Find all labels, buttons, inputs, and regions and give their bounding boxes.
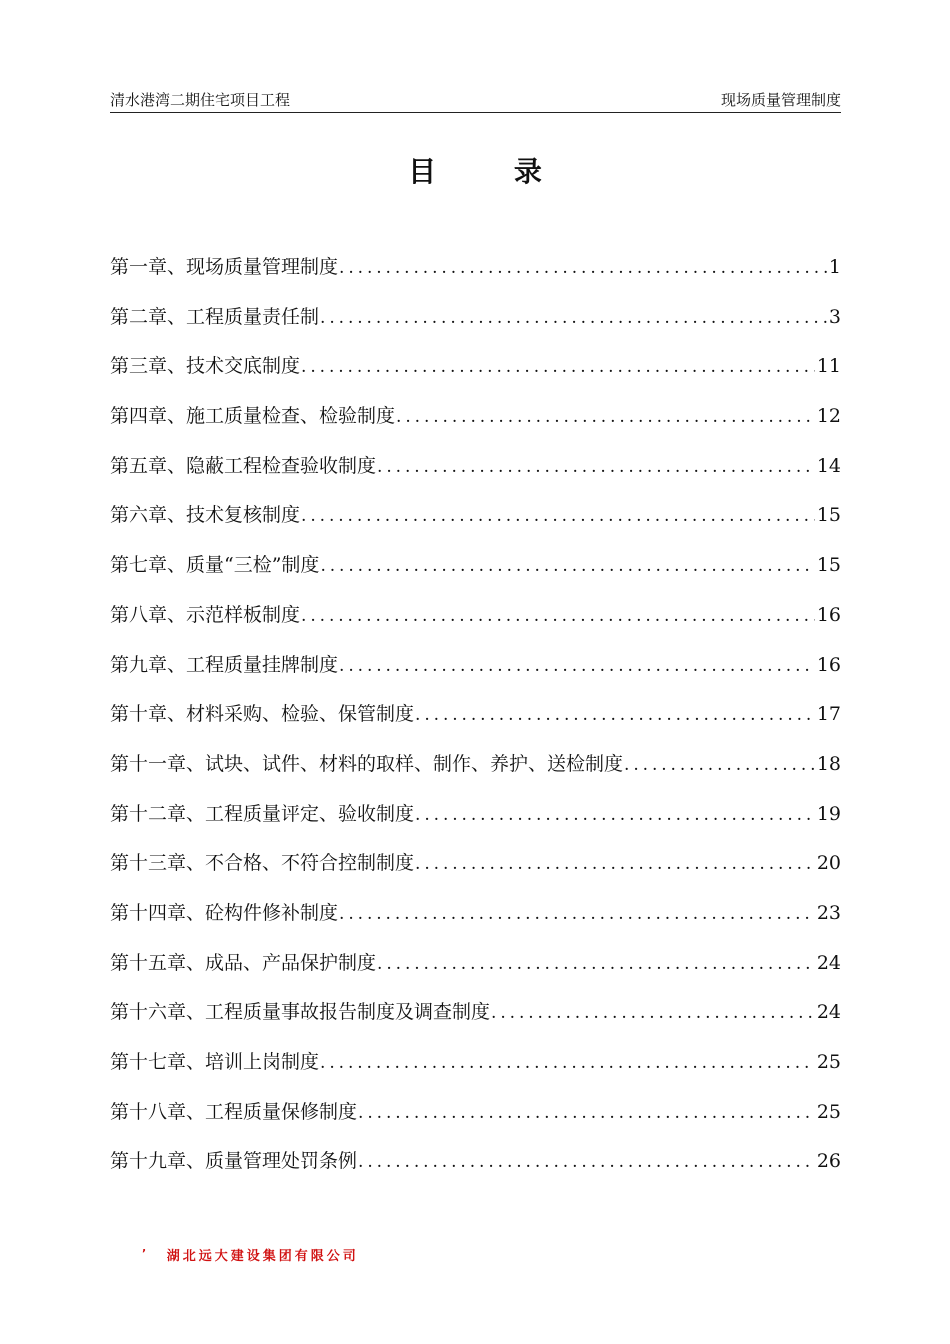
toc-entry-title: 第十四章、砼构件修补制度: [110, 901, 339, 924]
toc-entry[interactable]: [110, 1047, 841, 1097]
toc-entry-page-number: 1: [828, 256, 841, 278]
toc-entry-page-number: 23: [816, 901, 841, 924]
toc-entry[interactable]: [110, 1146, 841, 1196]
toc-entry-page-number: 12: [816, 405, 841, 428]
toc-dot-leader: [358, 1147, 815, 1177]
toc-entry[interactable]: [110, 1097, 841, 1147]
toc-entry-title: 第十八章、工程质量保修制度: [110, 1100, 358, 1123]
toc-entry[interactable]: [110, 997, 841, 1047]
toc-entry-page-number: 15: [816, 504, 841, 527]
toc-entry[interactable]: [110, 302, 841, 352]
toc-entry-page-number: 19: [816, 802, 841, 825]
toc-dot-leader: [377, 949, 815, 979]
toc-entry[interactable]: [110, 252, 841, 302]
toc-entry[interactable]: [110, 550, 841, 600]
toc-dot-leader: [491, 998, 815, 1028]
toc-dot-leader: [339, 253, 827, 283]
toc-entry-page-number: 3: [828, 305, 841, 328]
page-footer: [142, 1245, 359, 1264]
toc-dot-leader: [301, 352, 815, 382]
toc-dot-leader: [301, 601, 815, 631]
toc-dot-leader: [339, 651, 815, 681]
toc-entry[interactable]: [110, 799, 841, 849]
toc-entry[interactable]: [110, 401, 841, 451]
toc-dot-leader: [415, 849, 815, 879]
toc-entry-title: 第十九章、质量管理处罚条例: [110, 1150, 358, 1173]
toc-entry-title: 第十六章、工程质量事故报告制度及调查制度: [110, 1001, 491, 1024]
toc-dot-leader: [396, 402, 815, 432]
toc-dot-leader: [358, 1098, 815, 1128]
footer-company-name: 湖北远大建设集团有限公司: [166, 1249, 359, 1264]
toc-entry[interactable]: [110, 351, 841, 401]
toc-entry-title: 第十一章、试块、试件、材料的取样、制作、养护、送检制度: [110, 752, 624, 775]
header-document-name: 现场质量管理制度: [720, 91, 841, 109]
table-of-contents: [110, 252, 841, 1196]
footer-mark: ’: [142, 1247, 150, 1260]
toc-entry[interactable]: [110, 500, 841, 550]
toc-entry-title: 第十七章、培训上岗制度: [110, 1051, 320, 1073]
toc-dot-leader: [320, 1048, 815, 1078]
toc-entry-title: 第七章、质量“三检”制度: [110, 554, 320, 577]
toc-dot-leader: [339, 899, 815, 929]
toc-entry-title: 第五章、隐蔽工程检查验收制度: [110, 454, 377, 477]
toc-entry-page-number: 16: [816, 603, 841, 626]
toc-entry-page-number: 25: [816, 1100, 841, 1123]
toc-dot-leader: [320, 551, 814, 581]
toc-dot-leader: [415, 700, 815, 730]
toc-entry-page-number: 11: [816, 355, 841, 378]
toc-entry-title: 第一章、现场质量管理制度: [110, 256, 339, 278]
toc-entry-title: 第十三章、不合格、不符合控制制度: [110, 852, 415, 875]
toc-entry[interactable]: [110, 898, 841, 948]
toc-entry[interactable]: [110, 650, 841, 700]
toc-entry-title: 第三章、技术交底制度: [110, 355, 301, 378]
toc-entry-page-number: 16: [816, 653, 841, 676]
toc-entry-title: 第十二章、工程质量评定、验收制度: [110, 802, 415, 825]
toc-entry-title: 第十五章、成品、产品保护制度: [110, 951, 377, 974]
toc-dot-leader: [301, 501, 815, 531]
toc-entry-title: 第九章、工程质量挂牌制度: [110, 653, 339, 676]
toc-entry-title: 第八章、示范样板制度: [110, 603, 301, 626]
toc-entry[interactable]: [110, 600, 841, 650]
toc-entry[interactable]: [110, 948, 841, 998]
toc-entry-page-number: 14: [816, 454, 841, 477]
toc-entry[interactable]: [110, 451, 841, 501]
toc-entry-page-number: 15: [816, 554, 841, 577]
toc-entry-page-number: 26: [816, 1150, 841, 1173]
toc-dot-leader: [624, 750, 815, 780]
toc-entry-title: 第六章、技术复核制度: [110, 504, 301, 527]
page-title: 目 录: [408, 155, 576, 188]
toc-entry-title: 第十章、材料采购、检验、保管制度: [110, 703, 415, 726]
toc-dot-leader: [415, 800, 815, 830]
toc-entry-title: 第二章、工程质量责任制: [110, 305, 320, 328]
toc-entry-page-number: 17: [816, 703, 841, 726]
page-header: [110, 90, 841, 113]
toc-entry-page-number: 20: [816, 852, 841, 875]
toc-entry[interactable]: [110, 749, 841, 799]
header-project-name: 清水港湾二期住宅项目工程: [110, 91, 291, 109]
toc-entry-page-number: 24: [816, 1001, 841, 1024]
toc-dot-leader: [320, 303, 827, 333]
toc-entry-page-number: 18: [816, 752, 841, 775]
toc-entry[interactable]: [110, 699, 841, 749]
toc-entry[interactable]: [110, 848, 841, 898]
toc-entry-page-number: 24: [816, 951, 841, 974]
toc-dot-leader: [377, 452, 815, 482]
toc-entry-page-number: 25: [816, 1051, 841, 1073]
toc-entry-title: 第四章、施工质量检查、检验制度: [110, 405, 396, 428]
